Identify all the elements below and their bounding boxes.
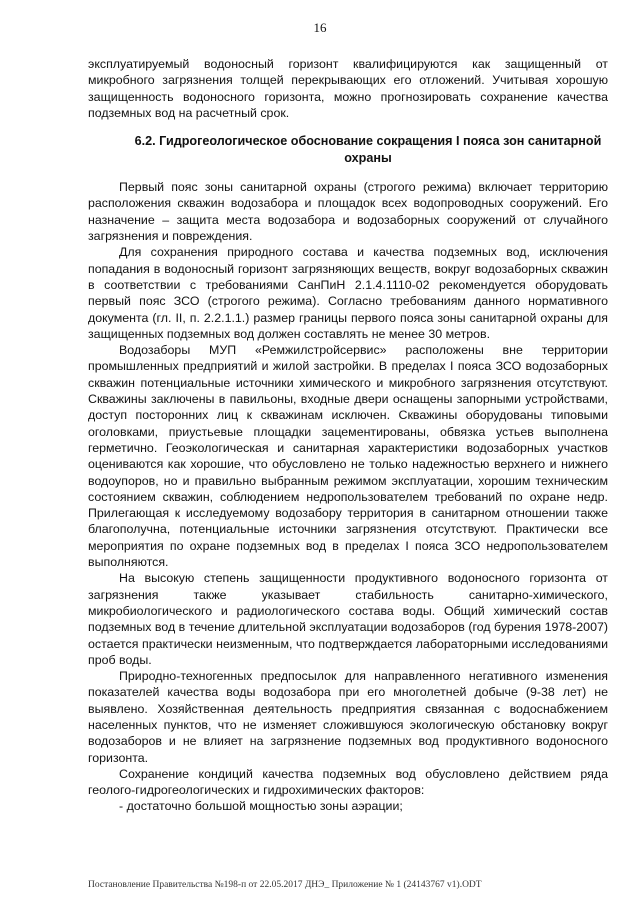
paragraph-continued: эксплуатируемый водоносный горизонт квалифицируются как защищенный от микробного загрязнения толщей перекрывающих его отложений. Учитывая хорошую защищенность водоносного горизонта, можно прогнозировать сохранение качества подземных вод на расчетный срок. [88, 57, 608, 120]
list-item: - достаточно большой мощностью зоны аэрации; [119, 799, 403, 814]
paragraph: Сохранение кондиций качества подземных вод обусловлено действием ряда геолого-гидрогеологических и гидрохимических факторов: [88, 766, 608, 798]
paragraph: Природно-техногенных предпосылок для направленного негативного изменения показателей качества воды водозабора при его многолетней добыче (9-38 лет) не выявлено. Хозяйственная деятельность предприятия связанная с водоснабжением населенных пунктов, что не изменяет сложившуюся экологическую обстановку вокруг водозаборов и не влияет на загрязнение подземных вод продуктивного водоносного горизонта. [88, 669, 608, 765]
document-body [88, 56, 608, 815]
page-number: 16 [313, 20, 327, 35]
paragraph: На высокую степень защищенности продуктивного водоносного горизонта от загрязнения также указывает стабильность санитарно-химического, микробиологического и радиологического состава воды. Общий химический состав подземных вод в течение длительной эксплуатации водозаборов (год бурения 1978-2007) остается практически неизменным, что подтверждается лабораторными исследованиями проб воды. [88, 571, 608, 667]
paragraph: Водозаборы МУП «Ремжилстройсервис» расположены вне территории промышленных предприятий и жилой застройки. В пределах I пояса ЗСО водозаборных скважин потенциальные источники химического и микробного загрязнения отсутствуют. Скважины заключены в павильоны, входные двери оснащены запорными устройствами, доступ посторонних лиц к скважинам исключен. Скважины оборудованы типовыми оголовками, приустьевые площадки зацементированы, обвязка устьев выполнена герметично. Геоэкологическая и санитарная характеристики водозаборных участков оцениваются как хорошие, что обусловлено не только надежностью верхнего и нижнего водоупоров, но и правильно выбранным режимом эксплуатации, хорошим техническим состоянием скважин, соблюдением недропользователем требований по охране недр. Прилегающая к исследуемому водозабору территория в санитарном отношении также благополучна, потенциальные источники загрязнения отсутствуют. Практически все мероприятия по охране подземных вод в пределах I пояса ЗСО недропользователем выполняются. [88, 343, 608, 570]
section-heading: 6.2. Гидрогеологическое обоснование сокращения I пояса зон санитарной охраны [134, 134, 602, 165]
page-footer: Постановление Правительства №198-п от 22.05.2017 ДНЭ_ Приложение № 1 (24143767 v1).ODT [88, 880, 482, 890]
paragraph: Для сохранения природного состава и качества подземных вод, исключения попадания в водоносный горизонт загрязняющих веществ, вокруг водозаборных скважин в соответствии с требованиями СанПиН 2.1.4.1110-02 рекомендуется оборудовать первый пояс ЗСО (строгого режима). Согласно требованиям данного нормативного документа (гл. II, п. 2.2.1.1.) размер границы первого пояса зоны санитарной охраны для защищенных подземных вод должен составлять не менее 30 метров. [88, 245, 608, 341]
paragraph: Первый пояс зоны санитарной охраны (строгого режима) включает территорию расположения скважин водозабора и площадок всех водопроводных сооружений. Его назначение – защита места водозабора и водозаборных сооружений от случайного загрязнения и повреждения. [88, 180, 608, 244]
